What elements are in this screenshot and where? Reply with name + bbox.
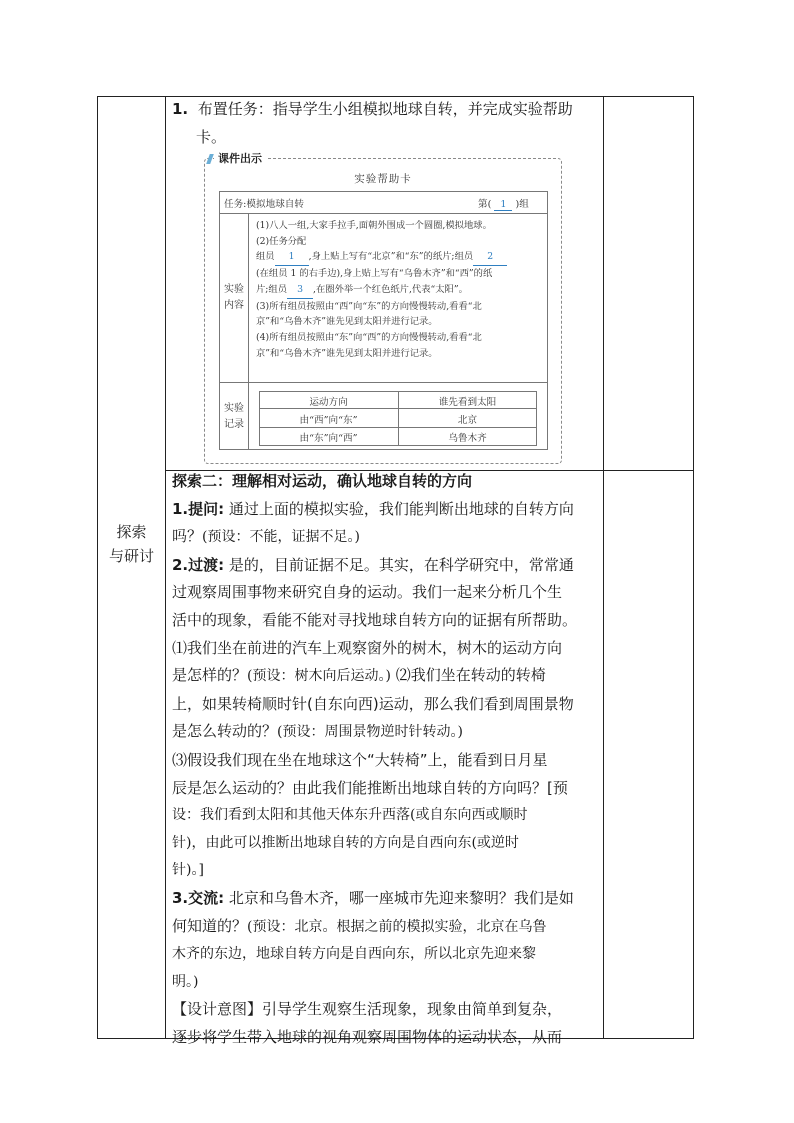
group-suffix: )组 bbox=[515, 199, 529, 210]
card-row-line-1 bbox=[219, 213, 548, 214]
member-3-value: 3 bbox=[287, 282, 313, 299]
p2-line3 bbox=[172, 718, 600, 747]
exp-line-3 bbox=[256, 249, 546, 266]
card-task-label: 任务:模拟地球自转 bbox=[224, 199, 304, 210]
exp-line-7: 京”和“乌鲁木齐”谁先见到太阳并进行记录。 bbox=[256, 316, 438, 328]
q3-line2 bbox=[172, 913, 600, 942]
stage-label-line1: 探索 bbox=[116, 523, 147, 541]
record-label-line1: 实验 bbox=[224, 403, 244, 414]
p3-preset-2: 针)，由此可以推断出地球自转的方向是自西向东(或逆时 bbox=[172, 834, 519, 851]
q1-line1 bbox=[172, 496, 600, 524]
p2-text-3: 是怎么转动的？ bbox=[172, 722, 278, 741]
q2-line3: 活中的现象，看能不能对寻找地球自转方向的证据有所帮助。 bbox=[172, 610, 578, 629]
group-value: 1 bbox=[494, 199, 512, 211]
design-line1 bbox=[172, 996, 600, 1024]
content-label-line2: 内容 bbox=[224, 300, 244, 311]
p1-preset: (预设：树木向后运动。) bbox=[247, 668, 391, 685]
record-header-direction: 运动方向 bbox=[309, 397, 348, 408]
stage-label-line2: 与研讨 bbox=[108, 547, 154, 565]
exp-line-6: (3)所有组员按照由“西”向“东”的方向慢慢转动,看看“北 bbox=[256, 300, 482, 312]
design-text-1: 引导学生观察生活现象，现象由简单到复杂， bbox=[262, 1000, 563, 1019]
p1-line1: ⑴我们坐在前进的汽车上观察窗外的树木，树木的运动方向 bbox=[172, 638, 563, 657]
design-line2: 逐步将学生带入地球的视角观察周围物体的运动状态，从而 bbox=[172, 1027, 563, 1046]
experiment-content bbox=[256, 218, 546, 361]
section2-heading: 探索二：理解相对运动，确认地球自转的方向 bbox=[172, 472, 473, 490]
task1-block bbox=[172, 96, 600, 151]
exp-line-3a: 组员 bbox=[256, 251, 275, 263]
group-prefix: 第( bbox=[478, 199, 492, 210]
q3-text-2: 何知道的？ bbox=[172, 916, 248, 935]
p1-line2 bbox=[172, 662, 600, 691]
card-col-line bbox=[248, 213, 249, 450]
q2-line1 bbox=[172, 552, 600, 580]
content-label bbox=[220, 282, 248, 314]
p3-preset-3: 针)。] bbox=[172, 862, 204, 879]
content-label-line1: 实验 bbox=[224, 284, 244, 295]
record-row-1-direction: 由“西”向“东” bbox=[299, 415, 358, 426]
q3-preset-1: (预设：北京。根据之前的模拟实验，北京在乌鲁 bbox=[247, 918, 547, 935]
record-header-first: 谁先看到太阳 bbox=[438, 397, 497, 408]
q3-line1 bbox=[172, 885, 600, 913]
card-title: 实验帮助卡 bbox=[354, 173, 412, 185]
exp-line-4: (在组员 1 的右手边),身上贴上写有“乌鲁木齐”和“西”的纸 bbox=[256, 268, 493, 280]
p2-line2: 上，如果转椅顺时针(自东向西)运动，那么我们看到周围景物 bbox=[172, 694, 574, 713]
q1-line2 bbox=[172, 523, 600, 552]
p2-text: ⑵我们坐在转动的转椅 bbox=[390, 666, 546, 685]
exp-line-9: 京”和“乌鲁木齐”谁先见到太阳并进行记录。 bbox=[256, 347, 438, 359]
q3-label: 3.交流: bbox=[172, 888, 225, 907]
record-row-2-first: 乌鲁木齐 bbox=[448, 433, 487, 444]
q1-label: 1.提问: bbox=[172, 499, 225, 518]
task1-text-line2: 卡。 bbox=[196, 127, 227, 146]
p3-line1: ⑶假设我们现在坐在地球这个“大转椅”上，能看到日月星 bbox=[172, 750, 548, 769]
design-label: 【设计意图】 bbox=[172, 1000, 263, 1019]
p2-preset: (预设：周围景物逆时针转动。) bbox=[277, 724, 463, 741]
q1-text-2: 吗？ bbox=[172, 527, 203, 546]
q2-label: 2.过渡: bbox=[172, 555, 225, 574]
record-label-line2: 记录 bbox=[224, 419, 244, 430]
column-divider-1 bbox=[165, 96, 166, 1039]
member-2-value: 2 bbox=[473, 249, 507, 266]
record-row-2-direction: 由“东”向“西” bbox=[299, 433, 358, 444]
record-label bbox=[220, 401, 248, 433]
member-1-value: 1 bbox=[275, 249, 309, 266]
q3-preset-3: 明。) bbox=[172, 973, 199, 990]
exp-line-5a: 片;组员 bbox=[256, 283, 288, 295]
section2-block bbox=[172, 468, 600, 1051]
exp-line-2: (2)任务分配 bbox=[256, 235, 307, 247]
column-divider-2 bbox=[603, 96, 604, 1039]
q1-preset: (预设：不能，证据不足。) bbox=[202, 529, 360, 546]
stage-label bbox=[98, 520, 165, 568]
card-row-line-2 bbox=[219, 382, 548, 383]
p1-text-2: 是怎样的？ bbox=[172, 666, 248, 685]
q2-line2: 过观察周围事物来研究自身的运动。我们一起来分析几个生 bbox=[172, 583, 563, 602]
exp-line-1: (1)八人一组,大家手拉手,面朝外围成一个圆圈,模拟地球。 bbox=[256, 220, 492, 231]
p3-line2: 辰是怎么运动的？由此我们能推断出地球自转的方向吗？[预 bbox=[172, 778, 568, 797]
exp-line-3b: ,身上贴上写有“北京”和“东”的纸片;组员 bbox=[308, 251, 474, 263]
task1-number: 1. bbox=[172, 100, 189, 118]
q3-preset-2: 木齐的东边，地球自转方向是自西向东，所以北京先迎来黎 bbox=[172, 946, 536, 963]
card-group bbox=[478, 196, 529, 211]
q2-text: 是的，目前证据不足。其实，在科学研究中，常常通 bbox=[224, 555, 574, 574]
record-row-1-first: 北京 bbox=[457, 415, 478, 426]
exp-line-8: (4)所有组员按照由“东”向“西”的方向慢慢转动,看看“北 bbox=[256, 331, 482, 343]
q1-text: 通过上面的模拟实验，我们能判断出地球的自转方向 bbox=[224, 499, 574, 518]
exp-line-5b: ,在圈外举一个红色纸片,代表“太阳”。 bbox=[313, 283, 468, 295]
task1-text: 布置任务：指导学生小组模拟地球自转，并完成实验帮助 bbox=[197, 100, 573, 118]
card-tag: 课件出示 bbox=[214, 152, 266, 166]
exp-line-5 bbox=[256, 282, 546, 299]
q3-text: 北京和乌鲁木齐，哪一座城市先迎来黎明？我们是如 bbox=[224, 888, 574, 907]
p3-preset-1: 设：我们看到太阳和其他天体东升西落(或自东向西或顺时 bbox=[172, 807, 528, 824]
